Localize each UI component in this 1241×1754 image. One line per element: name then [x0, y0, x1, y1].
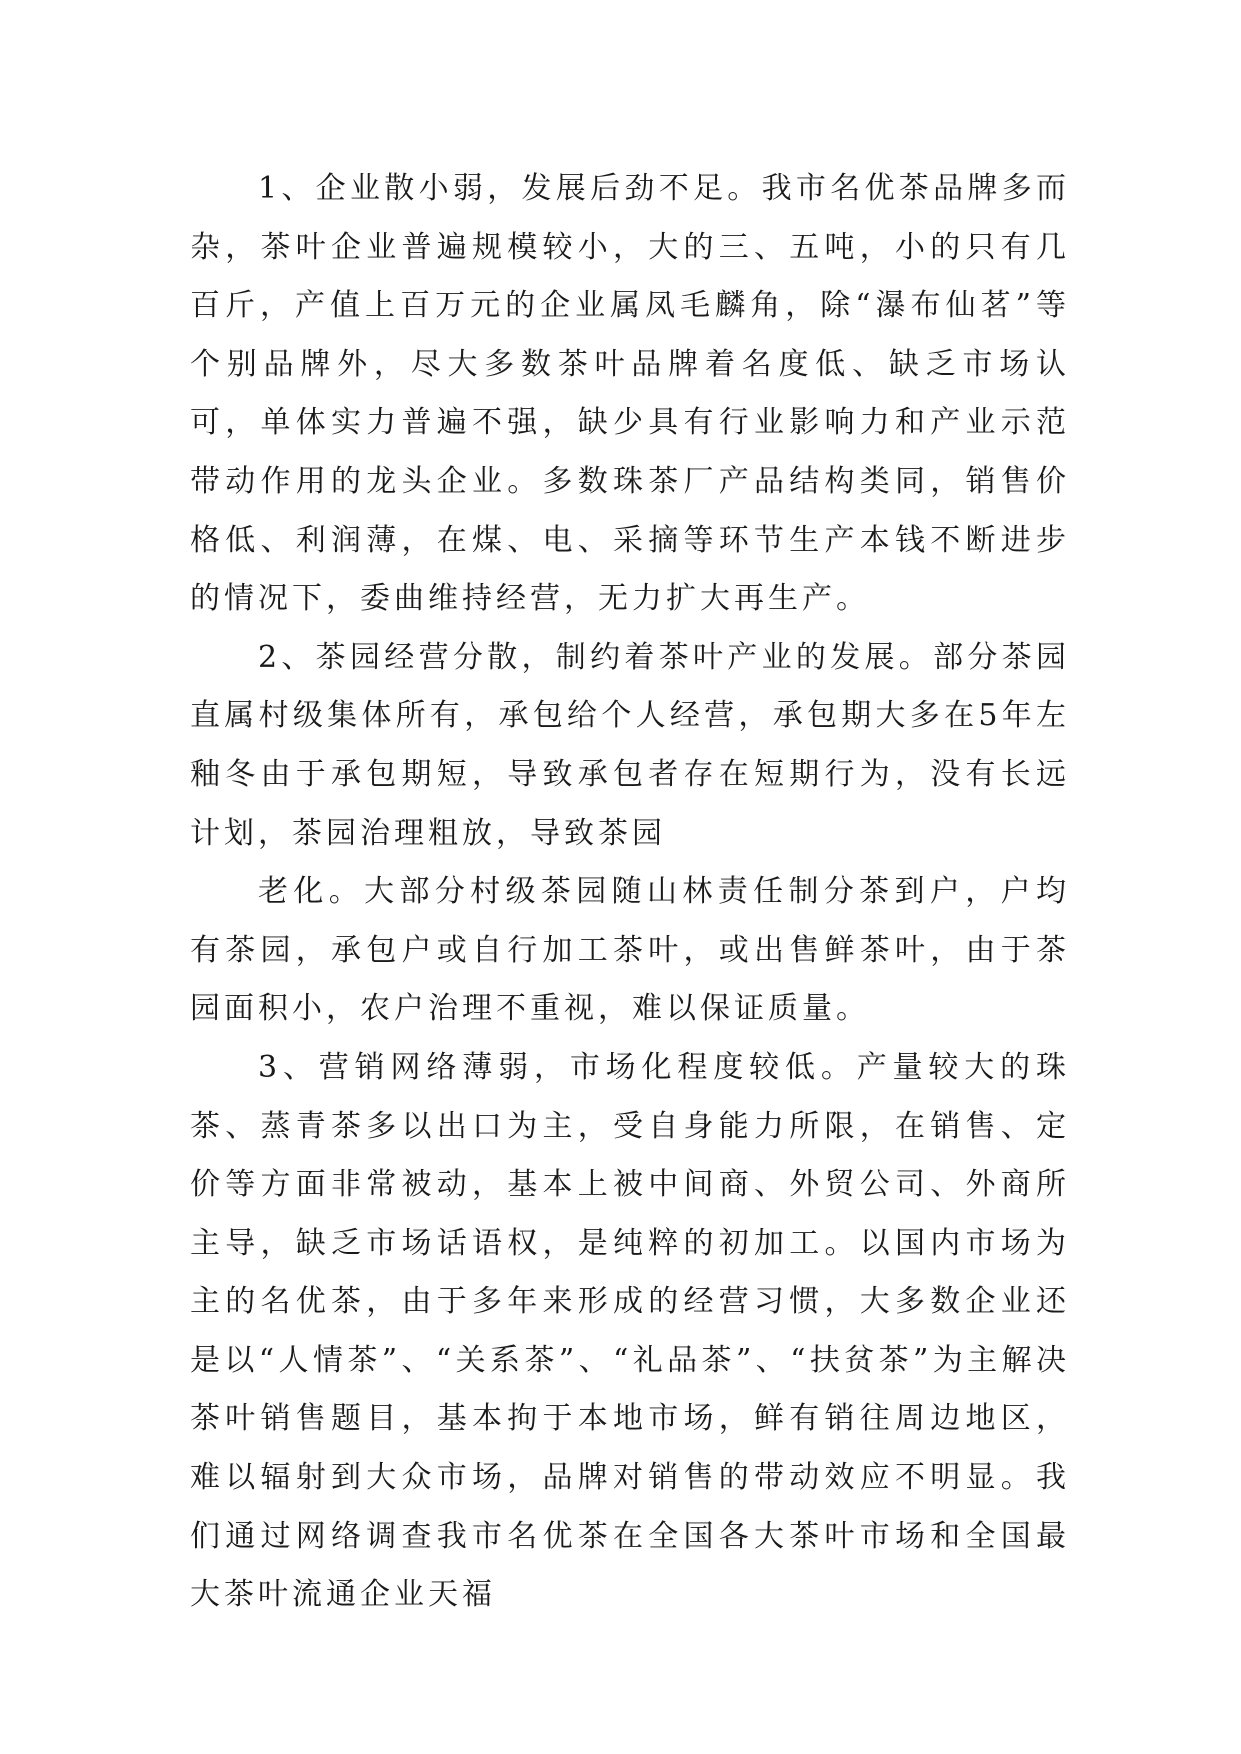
paragraph-marketing-network: 3、营销网络薄弱，市场化程度较低。产量较大的珠茶、蒸青茶多以出口为主，受自身能力所限，在销售、定价等方面非常被动，基本上被中间商、外贸公司、外商所主导，缺乏市场话语权，是纯粹的初加工。以国内市场为主的名优茶，由于多年来形成的经营习惯，大多数企业还是以“人情茶”、“关系茶”、“礼品茶”、“扶贫茶”为主解决茶叶销售题目，基本拘于本地市场，鲜有销往周边地区，难以辐射到大众市场，品牌对销售的带动效应不明显。我们通过网络调查我市名优茶在全国各大茶叶市场和全国最大茶叶流通企业天福 — [190, 1049, 1070, 1613]
paragraph-tea-garden-aging: 老化。大部分村级茶园随山林责任制分茶到户，户均有茶园，承包户或自行加工茶叶，或出售鲜茶叶，由于茶园面积小，农户治理不重视，难以保证质量。 — [190, 874, 1070, 1027]
paragraph-enterprise-weakness: 1、企业散小弱，发展后劲不足。我市名优茶品牌多而杂，茶叶企业普遍规模较小，大的三、五吨，小的只有几百斤，产值上百万元的企业属凤毛麟角，除“瀑布仙茗”等个别品牌外，尽大多数茶叶品牌着名度低、缺乏市场认可，单体实力普遍不强，缺少具有行业影响力和产业示范带动作用的龙头企业。多数珠茶厂产品结构类同，销售价格低、利润薄，在煤、电、采摘等环节生产本钱不断进步的情况下，委曲维持经营，无力扩大再生产。 — [190, 171, 1070, 617]
document-body — [190, 160, 1070, 1625]
paragraph-tea-garden-management: 2、茶园经营分散，制约着茶叶产业的发展。部分茶园直属村级集体所有，承包给个人经营，承包期大多在5年左釉冬由于承包期短，导致承包者存在短期行为，没有长远计划，茶园治理粗放，导致茶园 — [190, 639, 1070, 851]
